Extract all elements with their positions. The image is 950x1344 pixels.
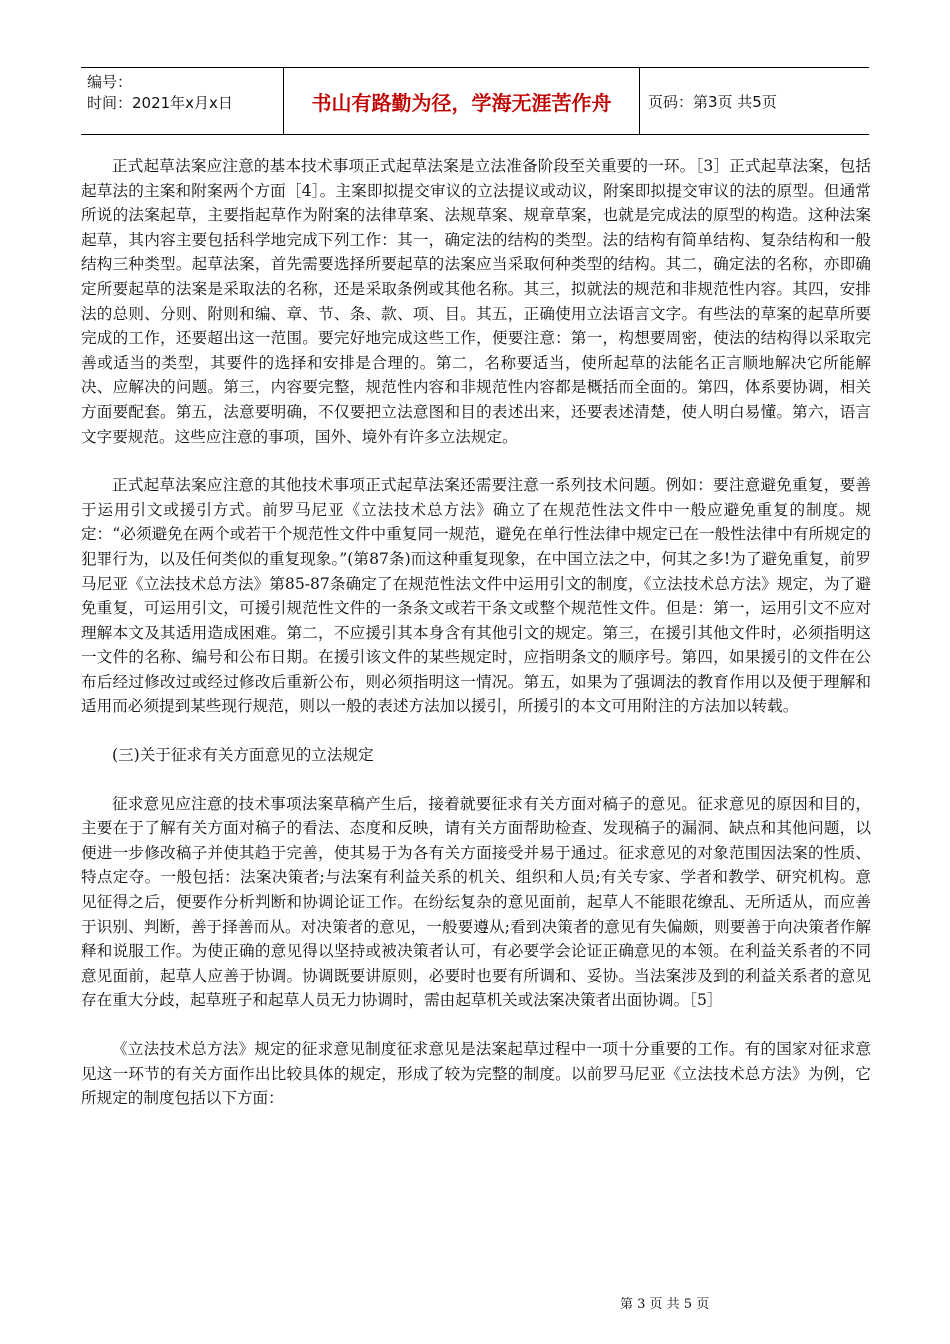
motto: 书山有路勤为径，学海无涯苦作舟 [284,68,640,134]
number-label: 编号： [87,73,133,91]
header-table [81,67,869,135]
header-meta-cell [81,68,284,134]
page-label: 页码：第3页 共5页 [648,92,777,111]
document-body [81,154,871,1111]
page-footer: 第 3 页 共 5 页 [620,1297,710,1312]
paragraph: 《立法技术总方法》规定的征求意见制度征求意见是法案起草过程中一项十分重要的工作。有的国家对征求意见这一环节的有关方面作出比较具体的规定，形成了较为完整的制度。以前罗马尼亚《立法技术总方法》为例，它所规定的制度包括以下方面： [81,1040,871,1108]
time-label: 时间：2021年x月x日 [87,94,233,112]
paragraph: 正式起草法案应注意的基本技术事项正式起草法案是立法准备阶段至关重要的一环。［3］正式起草法案，包括起草法的主案和附案两个方面［4］。主案即拟提交审议的立法提议或动议，附案即拟提交审议的法的原型。但通常所说的法案起草，主要指起草作为附案的法律草案、法规草案、规章草案，也就是完成法的原型的构造。这种法案起草，其内容主要包括科学地完成下列工作：其一，确定法的结构的类型。法的结构有简单结构、复杂结构和一般结构三种类型。起草法案，首先需要选择所要起草的法案应当采取何种类型的结构。其二，确定法的名称，亦即确定所要起草的法案是采取法的名称，还是采取条例或其他名称。其三，拟就法的规范和非规范性内容。其四，安排法的总则、分则、附则和编、章、节、条、款、项、目。其五，正确使用立法语言文字。有些法的草案的起草所要完成的工作，还要超出这一范围。要完好地完成这些工作，便要注意：第一，构想要周密，使法的结构得以采取完善或适当的类型，其要件的选择和安排是合理的。第二，名称要适当，使所起草的法能名正言顺地解决它所能解决、应解决的问题。第三，内容要完整，规范性内容和非规范性内容都是概括而全面的。第四，体系要协调，相关方面要配套。第五，法意要明确，不仅要把立法意图和目的表述出来，还要表述清楚，使人明白易懂。第六，语言文字要规范。这些应注意的事项，国外、境外有许多立法规定。 [81,157,871,446]
section-heading: (三)关于征求有关方面意见的立法规定 [112,746,374,765]
paragraph: 征求意见应注意的技术事项法案草稿产生后，接着就要征求有关方面对稿子的意见。征求意见的原因和目的，主要在于了解有关方面对稿子的看法、态度和反映，请有关方面帮助检查、发现稿子的漏洞、缺点和其他问题，以便进一步修改稿子并使其趋于完善，使其易于为各有关方面接受并易于通过。征求意见的对象范围因法案的性质、特点定夺。一般包括：法案决策者;与法案有利益关系的机关、组织和人员;有关专家、学者和教学、研究机构。意见征得之后，便要作分析判断和协调论证工作。在纷纭复杂的意见面前，起草人不能眼花缭乱、无所适从，而应善于识别、判断，善于择善而从。对决策者的意见，一般要遵从;看到决策者的意见有失偏颇，则要善于向决策者作解释和说服工作。为使正确的意见得以坚持或被决策者认可，有必要学会论证正确意见的本领。在利益关系者的不同意见面前，起草人应善于协调。协调既要讲原则，必要时也要有所调和、妥协。当法案涉及到的利益关系者的意见存在重大分歧，起草班子和起草人员无力协调时，需由起草机关或法案决策者出面协调。［5］ [81,794,871,1010]
paragraph: 正式起草法案应注意的其他技术事项正式起草法案还需要注意一系列技术问题。例如：要注意避免重复，要善于运用引文或援引方式。前罗马尼亚《立法技术总方法》确立了在规范性法文件中一般应避免重复的制度。规定：“必须避免在两个或若干个规范性文件中重复同一规范，避免在单行性法律中规定已在一般性法律中有所规定的犯罪行为，以及任何类似的重复现象。”(第87条)而这种重复现象，在中国立法之中，何其之多!为了避免重复，前罗马尼亚《立法技术总方法》第85-87条确定了在规范性法文件中运用引文的制度，《立法技术总方法》规定，为了避免重复，可运用引文，可援引规范性文件的一条条文或若干条文或整个规范性文件。但是：第一，运用引文不应对理解本文及其适用造成困难。第二，不应援引其本身含有其他引文的规定。第三，在援引其他文件时，必须指明这一文件的名称、编号和公布日期。在援引该文件的某些规定时，应指明条文的顺序号。第四，如果援引的文件在公布后经过修改过或经过修改后重新公布，则必须指明这一情况。第五，如果为了强调法的教育作用以及便于理解和适用而必须提到某些现行规范，则以一般的表述方法加以援引，所援引的本文可用附注的方法加以转载。 [81,476,871,716]
